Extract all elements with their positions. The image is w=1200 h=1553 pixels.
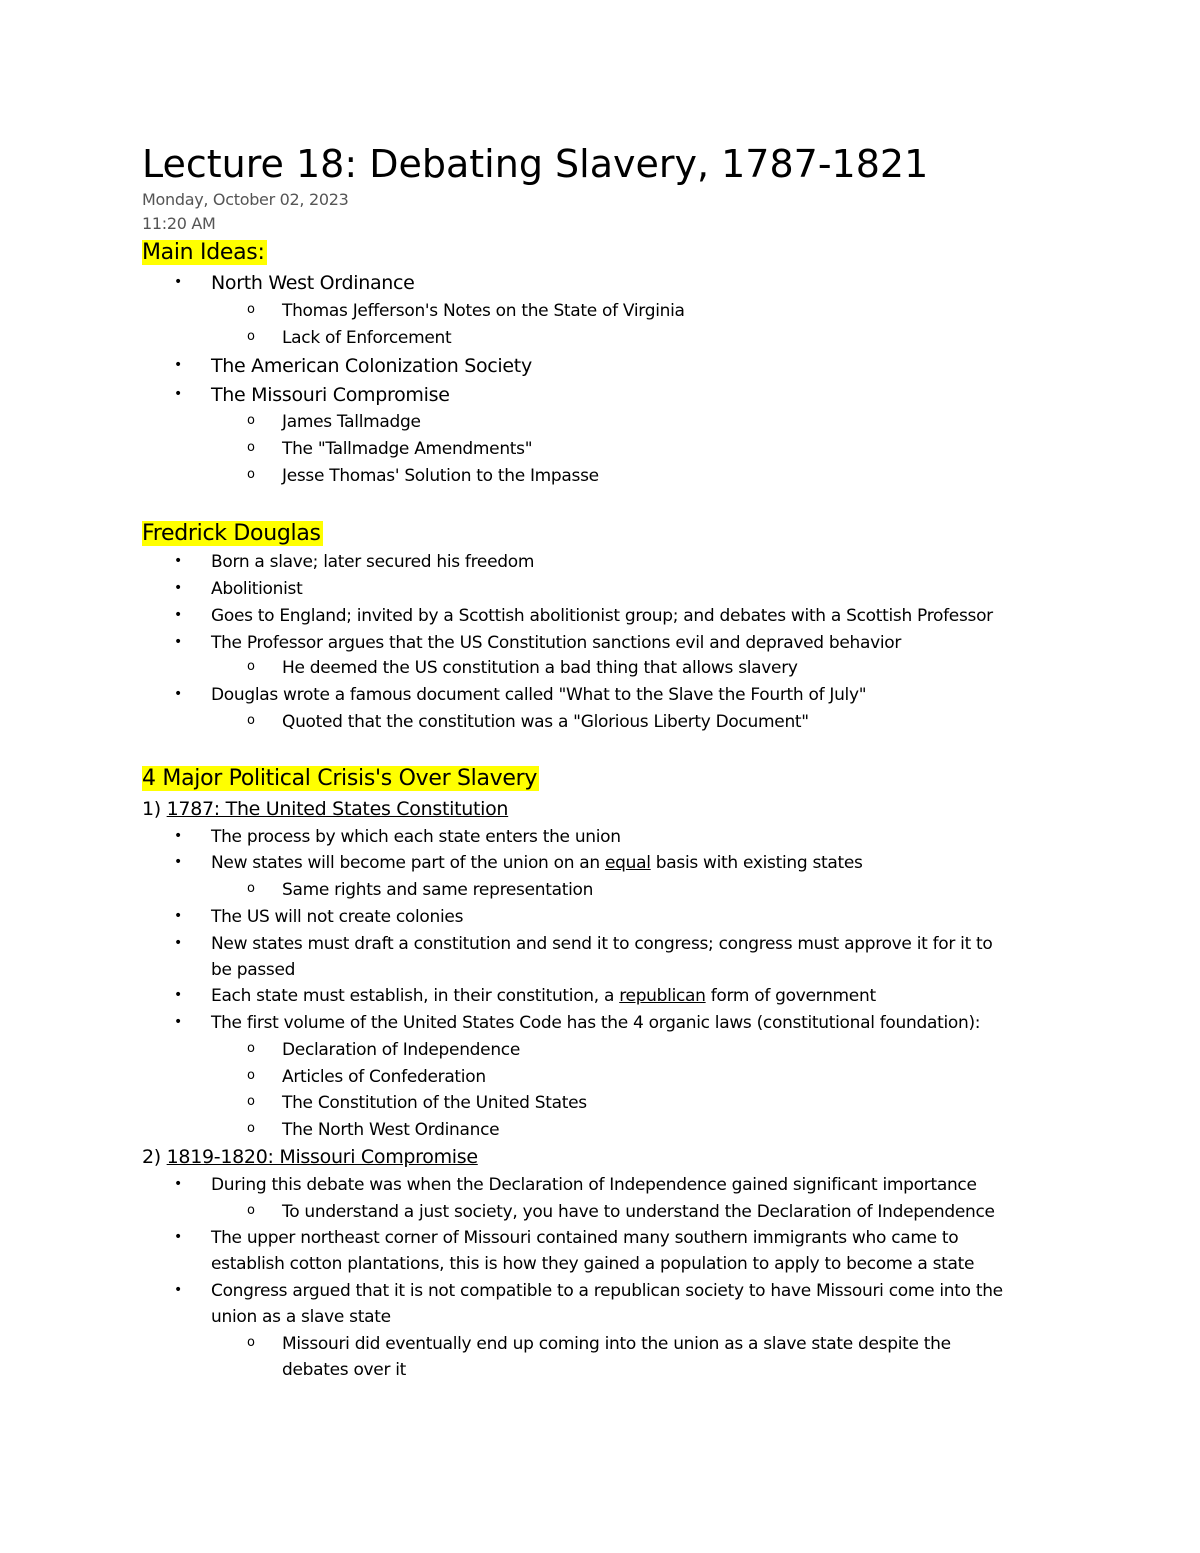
bullet-icon: • bbox=[174, 854, 183, 870]
bullet-icon: • bbox=[174, 987, 183, 1003]
circle-bullet-icon: o bbox=[247, 659, 255, 674]
list-item: Each state must establish, in their constitution, a republican form of government bbox=[211, 986, 876, 1006]
list-item: New states must draft a constitution and send it to congress; congress must approve it for it to bbox=[211, 934, 993, 954]
list-item: Douglas wrote a famous document called "What to the Slave the Fourth of July" bbox=[211, 685, 867, 705]
circle-bullet-icon: o bbox=[247, 1203, 255, 1218]
list-item: The US will not create colonies bbox=[211, 907, 464, 927]
list-item: The Missouri Compromise bbox=[211, 384, 450, 406]
crises-heading: 4 Major Political Crisis's Over Slavery bbox=[142, 766, 538, 791]
list-item-continuation: debates over it bbox=[282, 1360, 407, 1380]
list-item: The Professor argues that the US Constitution sanctions evil and depraved behavior bbox=[211, 633, 902, 653]
list-item: Lack of Enforcement bbox=[282, 328, 452, 348]
bullet-icon: • bbox=[174, 553, 183, 569]
bullet-icon: • bbox=[174, 607, 183, 623]
list-item: He deemed the US constitution a bad thing that allows slavery bbox=[282, 658, 798, 678]
list-item: The American Colonization Society bbox=[211, 355, 532, 377]
list-item: Born a slave; later secured his freedom bbox=[211, 552, 535, 572]
list-item: The first volume of the United States Code has the 4 organic laws (constitutional foundation): bbox=[211, 1013, 981, 1033]
list-item: Missouri did eventually end up coming into the union as a slave state despite the bbox=[282, 1334, 951, 1354]
list-item: Congress argued that it is not compatible to a republican society to have Missouri come into the bbox=[211, 1281, 1003, 1301]
list-item: Jesse Thomas' Solution to the Impasse bbox=[282, 466, 599, 486]
list-item: Declaration of Independence bbox=[282, 1040, 520, 1060]
bullet-icon: • bbox=[174, 1229, 183, 1245]
list-item: The Constitution of the United States bbox=[282, 1093, 587, 1113]
bullet-icon: • bbox=[174, 1176, 183, 1192]
list-item: The North West Ordinance bbox=[282, 1120, 500, 1140]
list-item: The "Tallmadge Amendments" bbox=[282, 439, 533, 459]
bullet-icon: • bbox=[174, 686, 183, 702]
douglas-heading: Fredrick Douglas bbox=[142, 521, 321, 546]
bullet-icon: • bbox=[174, 908, 183, 924]
bullet-icon: • bbox=[174, 828, 183, 844]
list-item: Same rights and same representation bbox=[282, 880, 594, 900]
circle-bullet-icon: o bbox=[247, 467, 255, 482]
section-2-title: 2) 1819-1820: Missouri Compromise bbox=[142, 1146, 478, 1168]
list-item-continuation: establish cotton plantations, this is how they gained a population to apply to become a state bbox=[211, 1254, 975, 1274]
list-item-continuation: be passed bbox=[211, 960, 296, 980]
section-1-title: 1) 1787: The United States Constitution bbox=[142, 798, 509, 820]
bullet-icon: • bbox=[174, 274, 183, 290]
list-item: North West Ordinance bbox=[211, 272, 415, 294]
list-item: The upper northeast corner of Missouri contained many southern immigrants who came to bbox=[211, 1228, 959, 1248]
circle-bullet-icon: o bbox=[247, 440, 255, 455]
note-time: 11:20 AM bbox=[142, 214, 216, 233]
circle-bullet-icon: o bbox=[247, 1335, 255, 1350]
bullet-icon: • bbox=[174, 1282, 183, 1298]
circle-bullet-icon: o bbox=[247, 1041, 255, 1056]
list-item: During this debate was when the Declaration of Independence gained significant importance bbox=[211, 1175, 977, 1195]
circle-bullet-icon: o bbox=[247, 329, 255, 344]
circle-bullet-icon: o bbox=[247, 713, 255, 728]
page-title: Lecture 18: Debating Slavery, 1787-1821 bbox=[142, 142, 929, 186]
bullet-icon: • bbox=[174, 935, 183, 951]
circle-bullet-icon: o bbox=[247, 1094, 255, 1109]
bullet-icon: • bbox=[174, 357, 183, 373]
list-item: Quoted that the constitution was a "Glorious Liberty Document" bbox=[282, 712, 809, 732]
list-item: To understand a just society, you have to understand the Declaration of Independence bbox=[282, 1202, 995, 1222]
circle-bullet-icon: o bbox=[247, 1121, 255, 1136]
bullet-icon: • bbox=[174, 1014, 183, 1030]
note-date: Monday, October 02, 2023 bbox=[142, 190, 349, 209]
list-item: James Tallmadge bbox=[282, 412, 421, 432]
circle-bullet-icon: o bbox=[247, 1068, 255, 1083]
bullet-icon: • bbox=[174, 580, 183, 596]
list-item-continuation: union as a slave state bbox=[211, 1307, 391, 1327]
circle-bullet-icon: o bbox=[247, 881, 255, 896]
list-item: The process by which each state enters the union bbox=[211, 827, 621, 847]
list-item: Thomas Jefferson's Notes on the State of Virginia bbox=[282, 301, 685, 321]
list-item: Articles of Confederation bbox=[282, 1067, 486, 1087]
circle-bullet-icon: o bbox=[247, 302, 255, 317]
circle-bullet-icon: o bbox=[247, 413, 255, 428]
list-item: Goes to England; invited by a Scottish abolitionist group; and debates with a Scottish Professor bbox=[211, 606, 993, 626]
bullet-icon: • bbox=[174, 386, 183, 402]
list-item: New states will become part of the union on an equal basis with existing states bbox=[211, 853, 863, 873]
main-ideas-heading: Main Ideas: bbox=[142, 240, 265, 265]
list-item: Abolitionist bbox=[211, 579, 303, 599]
bullet-icon: • bbox=[174, 634, 183, 650]
